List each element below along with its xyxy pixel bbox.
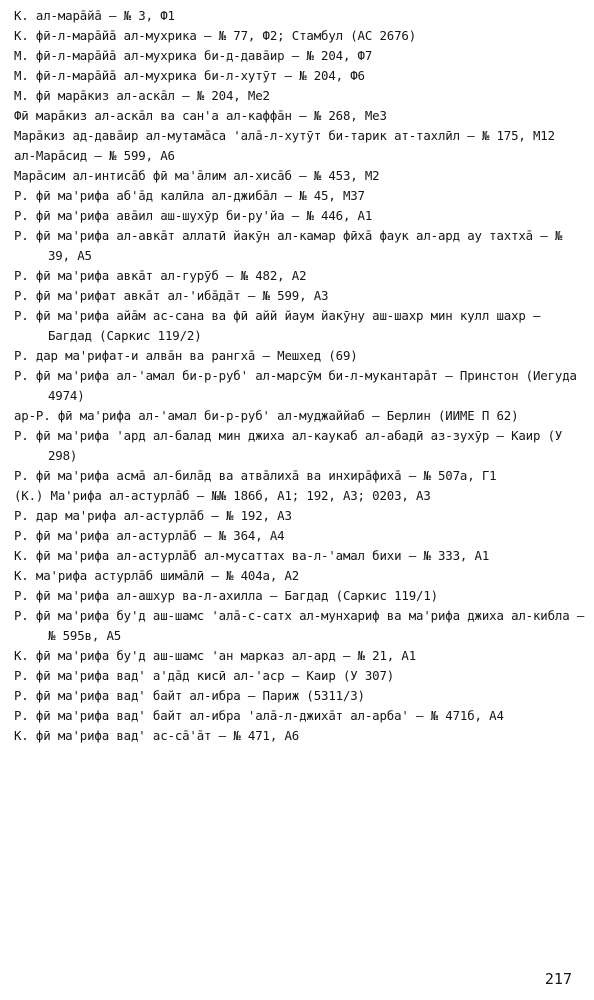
index-entry: К. фӣ ма'рифа вад' ас-сā'āт – № 471, А6 xyxy=(14,728,300,743)
index-entry: Р. фӣ ма'рифа авāил аш-шухӯр би-ру'йа – № 446, А1 xyxy=(14,208,373,223)
index-entry: Марāсим ал-интисāб фӣ ма'āлим ал-хисāб – № 453, М2 xyxy=(14,168,380,183)
index-entry: Р. фӣ ма'рифа аб'āд калӣла ал-джибāл – № 45, М37 xyxy=(14,188,365,203)
index-entry: Р. фӣ ма'рифа ал-'амал би-р-руб' ал-марсӯм би-л-мукантарāт – Принстон (Иегуда 4974) xyxy=(14,368,577,403)
index-entry: Р. фӣ ма'рифа вад' а'дāд кисӣ ал-'аср – Каир (У 307) xyxy=(14,668,395,683)
index-entry: Р. фӣ ма'рифа асмā ал-билāд ва атвāлихā ва инхирāфихā – № 507а, Г1 xyxy=(14,468,497,483)
index-entry: М. фӣ марāкиз ал-аскāл – № 204, Ме2 xyxy=(14,88,270,103)
index-entry: К. фӣ ма'рифа ал-астурлāб ал-мусаттах ва-л-'амал бихи – № 333, А1 xyxy=(14,548,490,563)
index-entry: К. ал-марāйā – № 3, Ф1 xyxy=(14,8,175,23)
index-entry: ар-Р. фӣ ма'рифа ал-'амал би-р-руб' ал-муджаййаб – Берлин (ИИМЕ П 62) xyxy=(14,408,519,423)
index-entry: Р. фӣ ма'рифа ал-ашхур ва-л-ахилла – Багдад (Саркис 119/1) xyxy=(14,588,438,603)
index-entry: К. фӣ ма'рифа бу'д аш-шамс 'ан марказ ал-ард – № 21, А1 xyxy=(14,648,417,663)
index-entry: М. фӣ-л-марāйā ал-мухрика би-д-давāир – № 204, Ф7 xyxy=(14,48,373,63)
index-entry: К. ма'рифа астурлāб шимāлӣ – № 404а, А2 xyxy=(14,568,300,583)
index-entry: (К.) Ма'рифа ал-астурлāб – №№ 186б, А1; 192, А3; 0203, А3 xyxy=(14,488,431,503)
page-number: 217 xyxy=(544,970,572,988)
index-entry: Р. фӣ ма'рифа ал-астурлāб – № 364, А4 xyxy=(14,528,285,543)
index-entry: Р. фӣ ма'рифа авкāт ал-гурӯб – № 482, А2 xyxy=(14,268,307,283)
index-entry: ал-Марāсид – № 599, А6 xyxy=(14,148,175,163)
index-entry: Фӣ марāкиз ал-аскāл ва сан'а ал-каффāн – № 268, Ме3 xyxy=(14,108,387,123)
index-entry: Р. фӣ ма'рифа вад' байт ал-ибра 'алā-л-джихāт ал-арба' – № 471б, А4 xyxy=(14,708,504,723)
index-entry: Р. дар ма'рифа ал-астурлāб – № 192, А3 xyxy=(14,508,292,523)
index-entry: К. фӣ-л-марāйā ал-мухрика – № 77, Ф2; Стамбул (АС 2676) xyxy=(14,28,417,43)
index-entry: Р. дар ма'рифат-и алвāн ва рангхā – Мешхед (69) xyxy=(14,348,358,363)
index-page xyxy=(14,6,586,746)
index-entry: Р. фӣ ма'рифат авкāт ал-'ибāдāт – № 599, А3 xyxy=(14,288,329,303)
index-entry: Р. фӣ ма'рифа бу'д аш-шамс 'алā-с-сатх ал-мунхариф ва ма'рифа джиха ал-кибла – № 595в, А5 xyxy=(14,608,585,643)
index-entry: М. фӣ-л-марāйā ал-мухрика би-л-хутӯт – № 204, Ф6 xyxy=(14,68,365,83)
index-entry: Марāкиз ад-давāир ал-мутамāса 'алā-л-хутӯт би-тарик ат-тахлӣл – № 175, М12 xyxy=(14,128,555,143)
index-entry: Р. фӣ ма'рифа вад' байт ал-ибра – Париж (5311/3) xyxy=(14,688,365,703)
index-entry: Р. фӣ ма'рифа айāм ас-сана ва фӣ айй йаум йакӯну аш-шахр мин кулл шахр – Багдад (Саркис 119/2) xyxy=(14,308,541,343)
index-entry: Р. фӣ ма'рифа ал-авкāт аллатӣ йакӯн ал-камар фӣхā фаук ал-ард ау тахтхā – № 39, А5 xyxy=(14,228,563,263)
index-entry: Р. фӣ ма'рифа 'ард ал-балад мин джиха ал-каукаб ал-абадӣ аз-зухӯр – Каир (У 298) xyxy=(14,428,563,463)
